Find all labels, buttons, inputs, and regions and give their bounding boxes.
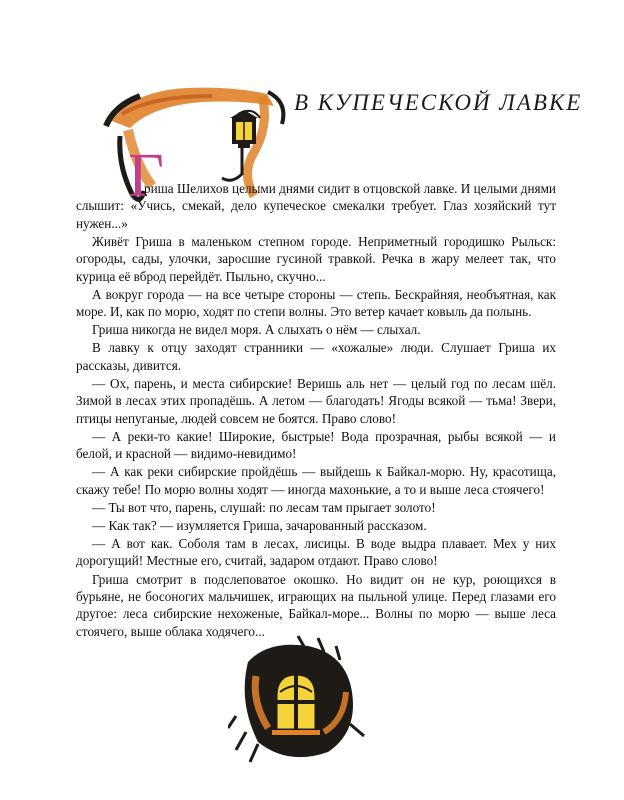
paragraph: А вокруг города — на все четыре стороны — степь. Бескрайняя, необъятная, как море. И, как по морю, ходят по степи волны. Это ветер качает ковыль да полынь.	[76, 286, 556, 320]
body-text	[76, 180, 556, 641]
paragraph: Гриша смотрит в подслеповатое окошко. Но видит он не кур, роющихся в бурьяне, не босоногих мальчишек, играющих на пыльной улице. Перед глазами его другое: леса сибирские нехоженые, Байкал-море... Волны по морю — выше леса стоячего, выше облака ходячего...	[76, 571, 556, 639]
paragraph: В лавку к отцу заходят странники — «хожалые» люди. Слушает Гриша их рассказы, дивится.	[76, 340, 556, 373]
paragraph: Гриша никогда не видел моря. А слыхать о нём — слыхал.	[92, 322, 421, 338]
paragraph: — А вот как. Соболя там в лесах, лисицы. В воде выдра плавает. Мех у них дорогущий! Местные его, считай, задаром отдают. Право слово!	[76, 536, 556, 569]
paragraph: — А как реки сибирские пройдёшь — выйдешь к Байкал-морю. Ну, красотища, скажу тебе! По морю волны ходят — иногда махонькие, а то и выше леса стоячего!	[76, 464, 556, 497]
lit-window-illustration	[228, 632, 368, 768]
paragraph: — Ты вот что, парень, слушай: по лесам там прыгает золото!	[92, 499, 436, 515]
paragraph: — А реки-то какие! Широкие, быстрые! Вода прозрачная, рыбы всякой — и белой, и красной — видимо-невидимо!	[76, 428, 556, 462]
paragraph: — Ох, парень, и места сибирские! Веришь аль нет — целый год по лесам шёл. Зимой в лесах этих пропадёшь. А летом — благодать! Ягоды всякой — тьма! Звери, птицы непуганые, людей совсем не боятся. Право слово!	[76, 375, 556, 426]
paragraph: — Как так? — изумляется Гриша, зачарованный рассказом.	[92, 517, 427, 533]
drop-cap-letter: Г	[128, 142, 164, 210]
paragraph: Живёт Гриша в маленьком степном городе. Неприметный городишко Рыльск: огороды, сады, улочки, заросшие гусиной травкой. Речка в жару мелеет так, что курица её вброд перейдёт. Пыльно, скучно...	[76, 233, 556, 284]
chapter-title: В КУПЕЧЕСКОЙ ЛАВКЕ	[294, 90, 583, 115]
paragraph: риша Шелихов целыми днями сидит в отцовской лавке. И целыми днями слышит: «Учись, смекай, дело купеческое смекалки требует. Глаз хозяйский тут нужен...»	[76, 181, 556, 231]
